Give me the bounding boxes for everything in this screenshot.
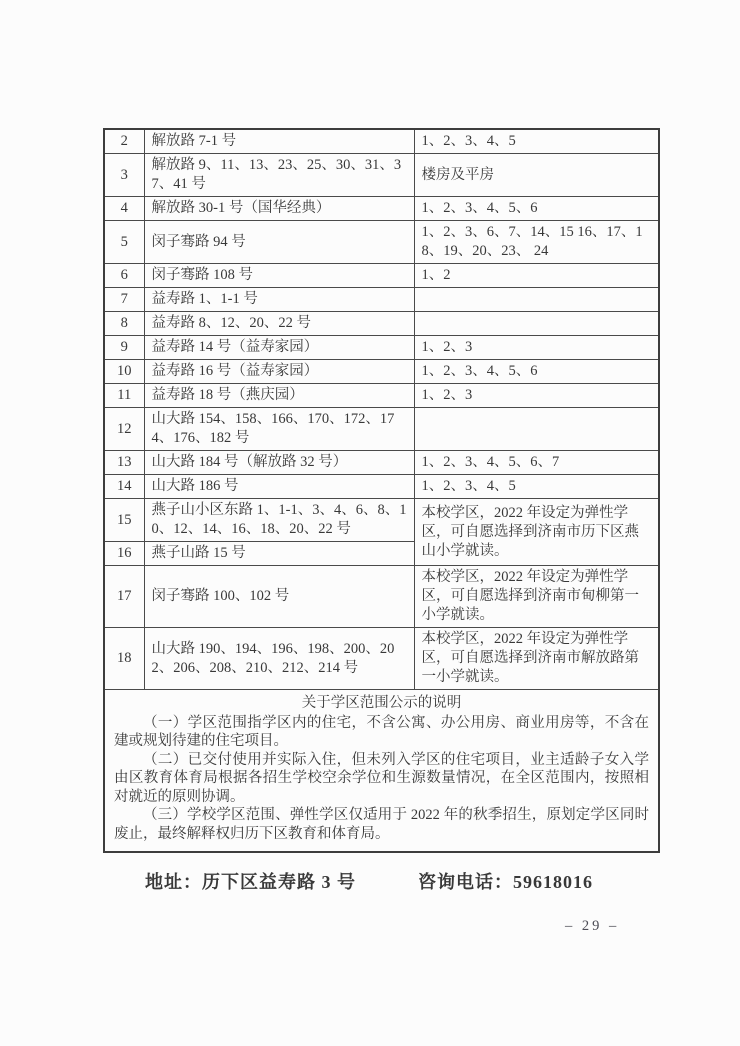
phone-label: 咨询电话：59618016 (418, 872, 593, 892)
address-cell: 山大路 154、158、166、170、172、174、176、182 号 (144, 408, 414, 451)
note-paragraph: （三）学校学区范围、弹性学区仅适用于 2022 年的秋季招生，原划定学区同时废止，最终解释权归历下区教育和体育局。 (114, 807, 649, 842)
row-number-cell: 12 (104, 408, 144, 451)
address-cell: 益寿路 1、1-1 号 (144, 288, 414, 312)
range-cell: 本校学区，2022 年设定为弹性学区，可自愿选择到济南市历下区燕山小学就读。 (414, 499, 659, 566)
table-row (104, 129, 659, 154)
school-district-table (103, 128, 660, 853)
table-row (104, 499, 659, 542)
address-cell: 闵子骞路 94 号 (144, 221, 414, 264)
range-cell: 1、2 (414, 264, 659, 288)
range-cell: 1、2、3 (414, 384, 659, 408)
address-cell: 闵子骞路 108 号 (144, 264, 414, 288)
row-number-cell: 13 (104, 451, 144, 475)
contact-footer (145, 868, 658, 894)
address-cell: 山大路 184 号（解放路 32 号） (144, 451, 414, 475)
range-cell: 1、2、3、6、7、14、15 16、17、18、19、20、23、 24 (414, 221, 659, 264)
notes-title: 关于学区范围公示的说明 (301, 695, 462, 711)
notes-cell (104, 690, 659, 853)
table-row (104, 288, 659, 312)
row-number-cell: 6 (104, 264, 144, 288)
row-number-cell: 3 (104, 154, 144, 197)
note-paragraph: （一）学区范围指学区内的住宅，不含公寓、办公用房、商业用房等，不含在建或规划待建的住宅项目。 (114, 714, 649, 749)
address-cell: 解放路 7-1 号 (144, 129, 414, 154)
address-cell: 益寿路 8、12、20、22 号 (144, 312, 414, 336)
row-number-cell: 18 (104, 628, 144, 690)
table-row (104, 566, 659, 628)
range-cell: 楼房及平房 (414, 154, 659, 197)
row-number-cell: 8 (104, 312, 144, 336)
page-number: – 29 – (565, 918, 620, 934)
row-number-cell: 4 (104, 197, 144, 221)
range-cell: 1、2、3、4、5、6、7 (414, 451, 659, 475)
range-cell: 1、2、3 (414, 336, 659, 360)
table-row (104, 312, 659, 336)
range-cell: 本校学区，2022 年设定为弹性学区，可自愿选择到济南市甸柳第一小学就读。 (414, 566, 659, 628)
table-row (104, 221, 659, 264)
range-cell (414, 312, 659, 336)
table-row (104, 451, 659, 475)
table-row (104, 197, 659, 221)
table-row (104, 154, 659, 197)
row-number-cell: 5 (104, 221, 144, 264)
row-number-cell: 7 (104, 288, 144, 312)
address-label: 地址：历下区益寿路 3 号 (145, 872, 356, 892)
row-number-cell: 16 (104, 542, 144, 566)
row-number-cell: 14 (104, 475, 144, 499)
table-row (104, 475, 659, 499)
row-number-cell: 10 (104, 360, 144, 384)
address-cell: 山大路 186 号 (144, 475, 414, 499)
address-cell: 益寿路 14 号（益寿家园） (144, 336, 414, 360)
notes-row (104, 690, 659, 853)
range-cell: 1、2、3、4、5、6 (414, 360, 659, 384)
notes-paragraphs (114, 714, 649, 844)
table-row (104, 360, 659, 384)
table-row (104, 336, 659, 360)
address-cell: 解放路 9、11、13、23、25、30、31、37、41 号 (144, 154, 414, 197)
range-cell: 1、2、3、4、5 (414, 475, 659, 499)
address-cell: 闵子骞路 100、102 号 (144, 566, 414, 628)
row-number-cell: 11 (104, 384, 144, 408)
note-paragraph: （二）已交付使用并实际入住，但未列入学区的住宅项目，业主适龄子女入学由区教育体育局根据各招生学校空余学位和生源数量情况，在全区范围内，按照相对就近的原则协调。 (114, 751, 649, 805)
address-cell: 燕子山小区东路 1、1-1、3、4、6、8、10、12、14、16、18、20、22 号 (144, 499, 414, 542)
table-row (104, 408, 659, 451)
notes-section (104, 690, 659, 853)
district-table-body (104, 129, 659, 690)
range-cell: 1、2、3、4、5、6 (414, 197, 659, 221)
row-number-cell: 2 (104, 129, 144, 154)
row-number-cell: 15 (104, 499, 144, 542)
range-cell (414, 288, 659, 312)
range-cell: 本校学区，2022 年设定为弹性学区，可自愿选择到济南市解放路第一小学就读。 (414, 628, 659, 690)
range-cell: 1、2、3、4、5 (414, 129, 659, 154)
address-cell: 解放路 30-1 号（国华经典） (144, 197, 414, 221)
address-cell: 山大路 190、194、196、198、200、202、206、208、210、212、214 号 (144, 628, 414, 690)
table-row (104, 384, 659, 408)
table-row (104, 264, 659, 288)
address-cell: 燕子山路 15 号 (144, 542, 414, 566)
range-cell (414, 408, 659, 451)
row-number-cell: 9 (104, 336, 144, 360)
address-cell: 益寿路 18 号（燕庆园） (144, 384, 414, 408)
table-row (104, 628, 659, 690)
row-number-cell: 17 (104, 566, 144, 628)
address-cell: 益寿路 16 号（益寿家园） (144, 360, 414, 384)
